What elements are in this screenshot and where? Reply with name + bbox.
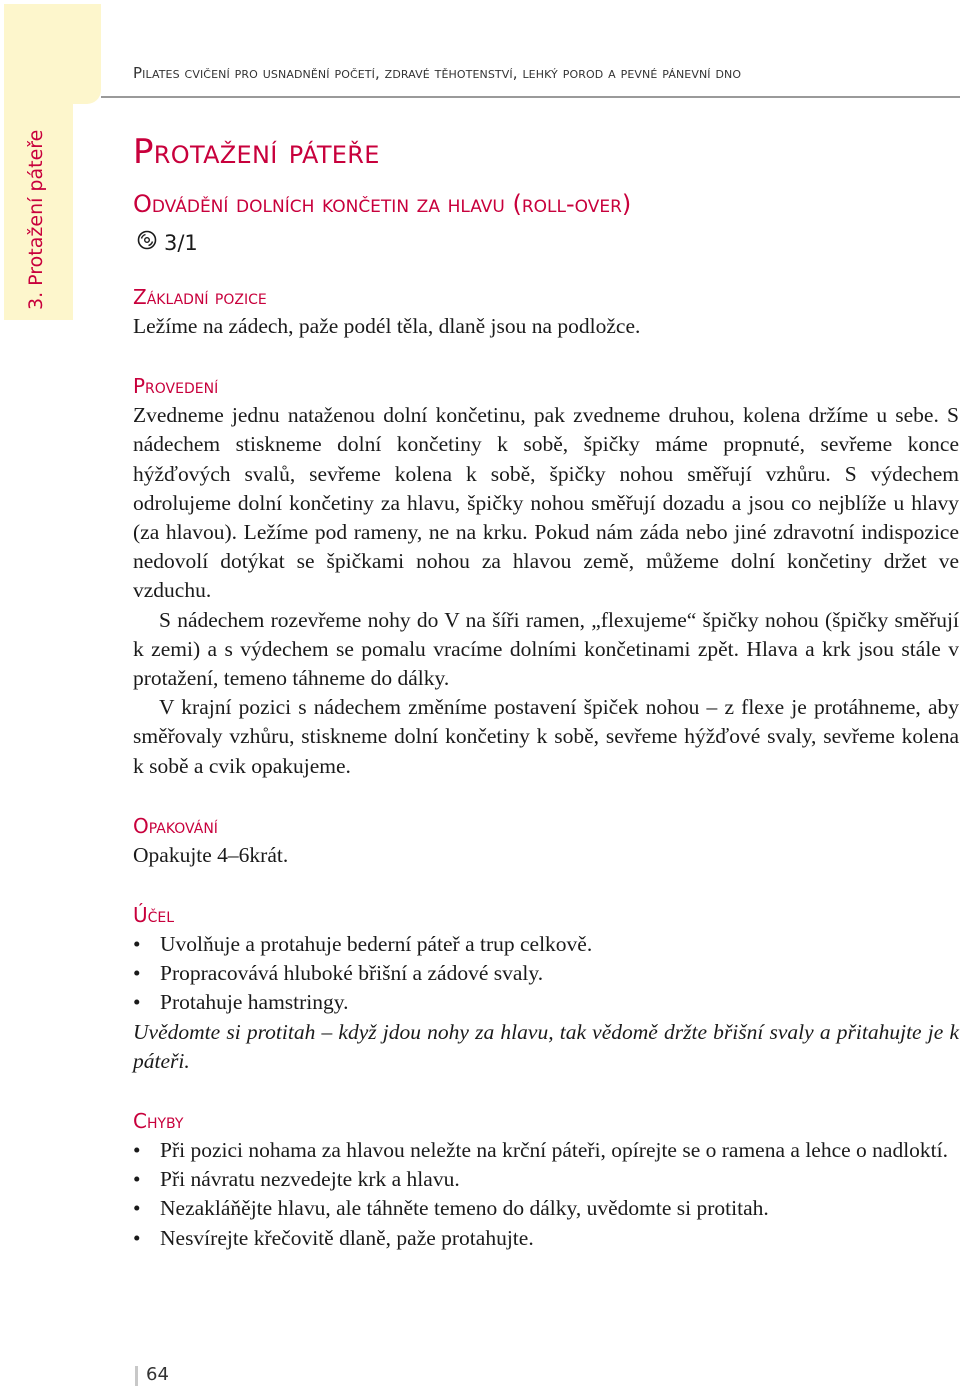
mistake-item: • Nesvírejte křečovitě dlaně, paže protahujte.: [133, 1224, 959, 1253]
header-divider: [101, 96, 960, 98]
heading-purpose: Účel: [133, 903, 175, 928]
mistake-item: • Při pozici nohama za hlavou neležte na krční páteři, opírejte se o ramena a lehce o nadloktí.: [133, 1136, 959, 1165]
running-header: Pilates cvičení pro usnadnění početí, zdravé těhotenství, lehký porod a pevné pánevní dno: [133, 64, 742, 82]
repetition-text: Opakujte 4–6krát.: [133, 842, 289, 867]
purpose-item: • Propracovává hluboké břišní a zádové svaly.: [133, 959, 959, 988]
purpose-note: Uvědomte si protitah – když jdou nohy za hlavu, tak vědomě držte břišní svaly a přitahujte je k páteři.: [133, 1019, 959, 1073]
cd-reference: [137, 230, 198, 255]
purpose-item: • Protahuje hamstringy.: [133, 988, 959, 1017]
heading-execution: Provedení: [133, 374, 219, 399]
cd-disc-icon: [137, 230, 157, 255]
execution-paragraph-3: V krajní pozici s nádechem změníme postavení špiček nohou – z flexe je protáhneme, aby směřovaly vzhůru, stiskneme dolní končetiny k sobě, sevřeme hýžďové svaly, sevřeme kolena k sobě a cvik opakujeme.: [133, 695, 959, 778]
chapter-tab: [4, 4, 101, 104]
exercise-subtitle: Odvádění dolních končetin za hlavu (roll-over): [133, 190, 632, 218]
heading-repetition: Opakování: [133, 813, 218, 838]
main-content: [133, 282, 959, 1253]
page-title: Protažení páteře: [133, 132, 380, 172]
mistakes-list: [133, 1136, 959, 1253]
purpose-list: [133, 930, 959, 1018]
purpose-item: • Uvolňuje a protahuje bederní páteř a trup celkově.: [133, 930, 959, 959]
cd-track-number: 3/1: [164, 230, 198, 255]
heading-mistakes: Chyby: [133, 1109, 184, 1134]
chapter-tab-text: 3. Protažení páteře: [25, 129, 47, 310]
mistake-item: • Při návratu nezvedejte krk a hlavu.: [133, 1165, 959, 1194]
execution-paragraph-2: S nádechem rozevřeme nohy do V na šíři ramen, „flexujeme“ špičky nohou (špičky směřují k zemi) a s výdechem se pomalu vracíme dolními končetinami zpět. Hlava a krk jsou stále v protažení, temeno táhneme do dálky.: [133, 607, 959, 691]
start-position-text: Ležíme na zádech, paže podél těla, dlaně jsou na podložce.: [133, 314, 641, 338]
footer-marker: [135, 1366, 138, 1386]
execution-paragraph-1: Zvedneme jednu nataženou dolní končetinu, pak zvedneme druhou, kolena držíme u sebe. S nádechem stiskneme dolní končetiny k sobě, špičky máme propnuté, sevřeme konce hýžďových svalů, sevřeme kolena k sobě, špičky nohou směřují vzhůru. S výdechem odrolujeme dolní končetiny za hlavu, špičky nohou směřují dozadu a jsou co nejblíže u hlavy (za hlavou). Ležíme pod rameny, ne na krku. Pokud nám záda nebo jiné zdravotní indispozice nedovolí dotýkat se špičkami nohou za hlavou země, můžeme dolní končetiny držet ve vzduchu.: [133, 403, 959, 603]
heading-start-position: Základní pozice: [133, 285, 267, 309]
page-number: 64: [146, 1364, 169, 1385]
mistake-item: • Nezakláňějte hlavu, ale táhněte temeno do dálky, uvědomte si protitah.: [133, 1194, 959, 1223]
